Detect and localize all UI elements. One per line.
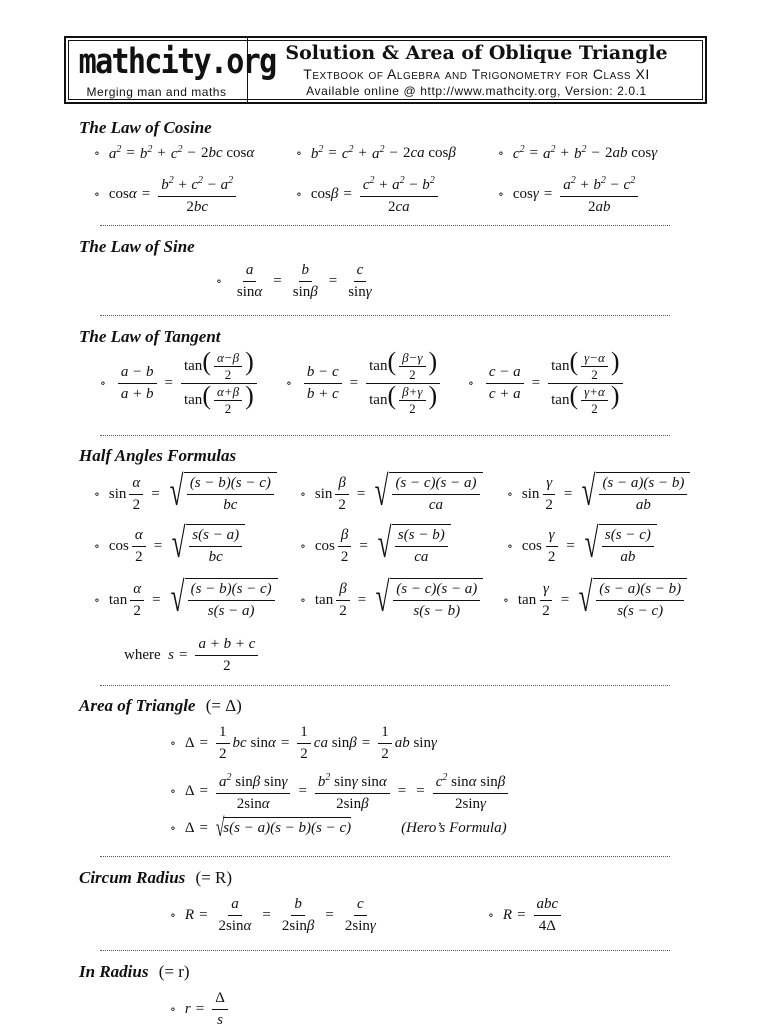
circum-symbol: (= R) xyxy=(195,868,233,887)
formula-sin-half-beta: ∘ sin $\frac{\beta}{2}$ = √ $\frac{(s - c)(s - a)}{ca}$ xyxy=(300,472,483,516)
formula-in-radius: ∘ r = $\frac{\Delta}{s}$ xyxy=(170,988,231,1031)
formula-cos-gamma: ∘ cos γ = $\frac{a^2 + b^2 - c^2}{2ab}$ xyxy=(498,170,641,218)
section-title-area: Area of Triangle (= Δ) xyxy=(79,696,242,715)
section-title-cosine: The Law of Cosine xyxy=(79,118,212,137)
formula-heron: ∘ Δ = √ s(s − a)(s − b)(s − c) (Hero’s Formula) xyxy=(170,813,507,842)
page-title: Solution & Area of Oblique Triangle xyxy=(285,42,668,64)
formula-cos-half-gamma: ∘ cos $\frac{\gamma}{2}$ = √ $\frac{s(s - c)}{ab}$ xyxy=(507,524,657,568)
section-title-tangent: The Law of Tangent xyxy=(79,327,221,346)
formula-law-of-sine: ∘ $\frac{a}{\sin\alpha}$ = $\frac{b}{\sin\beta}$ = $\frac{c}{\sin\gamma}$ xyxy=(216,262,372,300)
formula-tangent-ca: ∘ $\frac{c - a}{c + a}$ = tan( $\frac{\gamma-\alpha}{2}$ ) tan( $\frac{\gamma+\alpha}{2}$ ) xyxy=(468,350,626,417)
formula-cosine-c: ∘ $c^2$ = $a^2$ + $b^2$ − 2 ab cos γ xyxy=(498,144,658,162)
heron-note: (Hero’s Formula) xyxy=(401,819,507,836)
formula-tan-half-beta: ∘ tan $\frac{\beta}{2}$ = √ $\frac{(s - c)(s - a)}{s(s - b)}$ xyxy=(300,578,483,622)
separator xyxy=(100,856,670,857)
logo-cell xyxy=(66,38,276,102)
formula-cosine-b: ∘ $b^2$ = $c^2$ + $a^2$ − 2 ca cos β xyxy=(296,144,456,162)
formula-sin-half-alpha: ∘ sin $\frac{\alpha}{2}$ = √ $\frac{(s - b)(s - c)}{bc}$ xyxy=(94,472,277,516)
formula-circum-sine: ∘ R = $\frac{a}{2\sin\alpha}$ = $\frac{b}{2\sin\beta}$ = $\frac{c}{2\sin\gamma}$ xyxy=(170,896,376,934)
section-title-half-angles: Half Angles Formulas xyxy=(79,446,237,465)
formula-semi-perimeter: where s = $\frac{a + b + c}{2}$ xyxy=(124,634,261,677)
subtitle: Textbook of Algebra and Trigonometry for Class XI xyxy=(303,66,650,82)
separator xyxy=(100,435,670,436)
section-title-in-radius: In Radius (= r) xyxy=(79,962,190,981)
separator xyxy=(100,225,670,226)
online-link[interactable]: Available online @ http://www.mathcity.org, Version: 2.0.1 xyxy=(306,84,647,98)
formula-cos-alpha: ∘ cos α = $\frac{b^2 + c^2 - a^2}{2bc}$ xyxy=(94,170,239,218)
formula-circum-area: ∘ R = $\frac{\text{abc}}{4\Delta}$ xyxy=(488,894,564,937)
formula-sin-half-gamma: ∘ sin $\frac{\gamma}{2}$ = √ $\frac{(s - a)(s - b)}{ab}$ xyxy=(507,472,690,516)
formula-cosine-a: ∘ $a^2$ = $b^2$ + $c^2$ − 2 bc cos α xyxy=(94,144,255,162)
title-cell xyxy=(248,38,705,102)
formula-cos-half-alpha: ∘ cos $\frac{\alpha}{2}$ = √ $\frac{s(s - a)}{bc}$ xyxy=(94,524,245,568)
logo: mathcity.org xyxy=(78,42,276,82)
separator xyxy=(100,950,670,951)
formula-area-sin: ∘ Δ = $\frac{1}{2}$ bc sin α = $\frac{1}{2}$ ca sin β = $\frac{1}{2}$ ab sin γ xyxy=(170,724,437,762)
document-header xyxy=(64,36,707,104)
section-title-sine: The Law of Sine xyxy=(79,237,195,256)
separator xyxy=(100,685,670,686)
formula-tan-half-gamma: ∘ tan $\frac{\gamma}{2}$ = √ $\frac{(s - a)(s - b)}{s(s - c)}$ xyxy=(503,578,687,622)
separator xyxy=(100,315,670,316)
formula-tangent-bc: ∘ $\frac{b - c}{b + c}$ = tan( $\frac{\beta-\gamma}{2}$ ) tan( $\frac{\beta+\gamma}{2}$ ) xyxy=(286,350,443,417)
tagline: Merging man and maths xyxy=(86,85,227,99)
formula-tangent-ab: ∘ $\frac{a - b}{a + b}$ = tan( $\frac{\alpha-\beta}{2}$ ) tan( $\frac{\alpha+\beta}{2}$ ) xyxy=(100,350,260,417)
section-title-circum: Circum Radius (= R) xyxy=(79,868,233,887)
formula-area-angles: ∘ Δ = $\frac{a^2 \sin\beta \sin\gamma}{2\sin\alpha}$ = $\frac{b^2 \sin\gamma \sin\alpha}{2\sin\beta}$ = = $\frac{c^2 \sin\alpha \sin\beta}{2\sin\gamma}$ xyxy=(170,767,511,815)
formula-cos-beta: ∘ cos β = $\frac{c^2 + a^2 - b^2}{2ca}$ xyxy=(296,170,441,218)
formula-cos-half-beta: ∘ cos $\frac{\beta}{2}$ = √ $\frac{s(s - b)}{ca}$ xyxy=(300,524,451,568)
formula-tan-half-alpha: ∘ tan $\frac{\alpha}{2}$ = √ $\frac{(s - b)(s - c)}{s(s - a)}$ xyxy=(94,578,278,622)
in-radius-symbol: (= r) xyxy=(158,962,190,981)
area-symbol: (= Δ) xyxy=(205,696,242,715)
